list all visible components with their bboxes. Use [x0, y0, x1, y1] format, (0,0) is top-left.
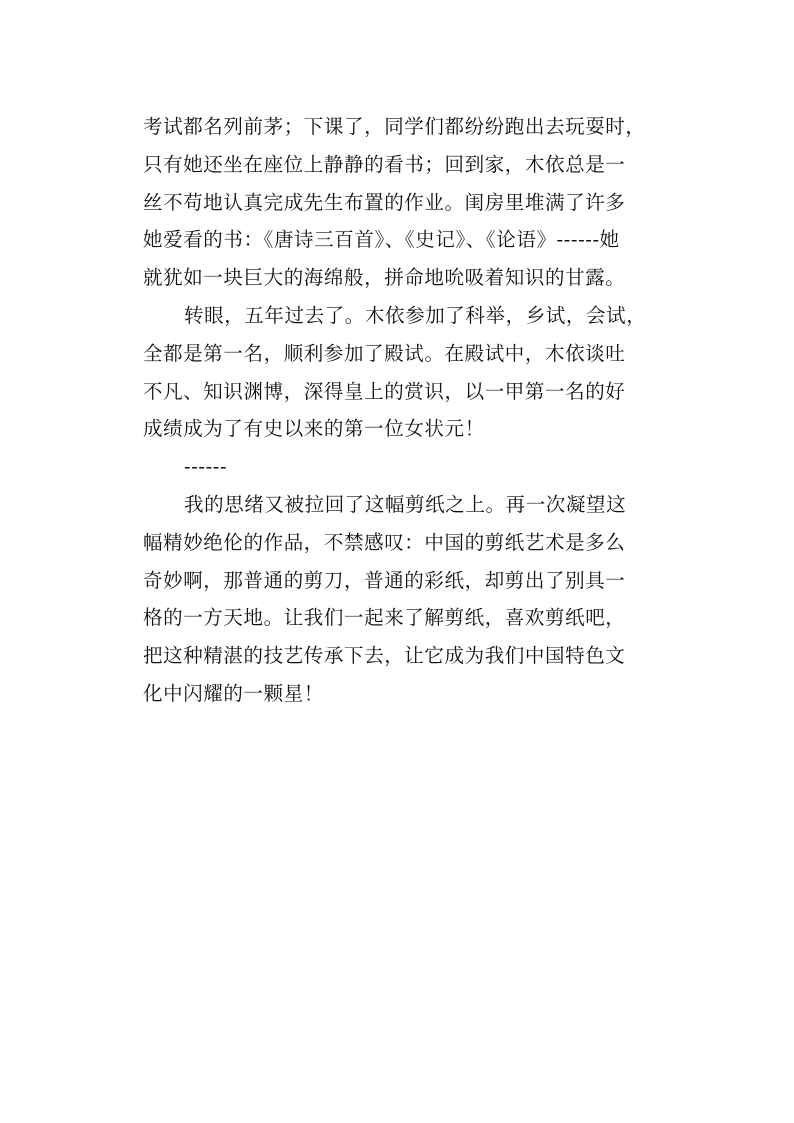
- text-line: 她爱看的书：《唐诗三百首》、《史记》、《论语》------她: [143, 228, 620, 252]
- text-line: 格的一方天地。让我们一起来了解剪纸，喜欢剪纸吧，: [143, 606, 626, 630]
- text-line: 幅精妙绝伦的作品，不禁感叹：中国的剪纸艺术是多么: [143, 530, 626, 554]
- paragraph-start-line: 转眼，五年过去了。木依参加了科举，乡试，会试，: [184, 303, 647, 327]
- text-line: 成绩成为了有史以来的第一位女状元！: [143, 417, 485, 441]
- text-line: 考试都名列前茅；下课了，同学们都纷纷跑出去玩耍时，: [143, 115, 646, 138]
- paragraph-start-line: 我的思绪又被拉回了这幅剪纸之上。再一次凝望这: [184, 492, 627, 516]
- text-line: 丝不苟地认真完成先生布置的作业。闺房里堆满了许多: [143, 190, 626, 214]
- document-body: [143, 108, 663, 713]
- text-line: 只有她还坐在座位上静静的看书；回到家，木依总是一: [143, 152, 626, 176]
- section-divider: ------: [184, 455, 228, 479]
- text-line: 就犹如一块巨大的海绵般，拼命地吮吸着知识的甘露。: [143, 266, 626, 290]
- text-line: 奇妙啊，那普通的剪刀，普通的彩纸，却剪出了别具一: [143, 568, 626, 592]
- text-line: 全都是第一名，顺利参加了殿试。在殿试中，木依谈吐: [143, 341, 626, 365]
- text-line: 化中闪耀的一颗星！: [143, 681, 324, 705]
- text-line: 把这种精湛的技艺传承下去，让它成为我们中国特色文: [143, 644, 626, 668]
- text-line: 不凡、知识渊博，深得皇上的赏识，以一甲第一名的好: [143, 379, 626, 403]
